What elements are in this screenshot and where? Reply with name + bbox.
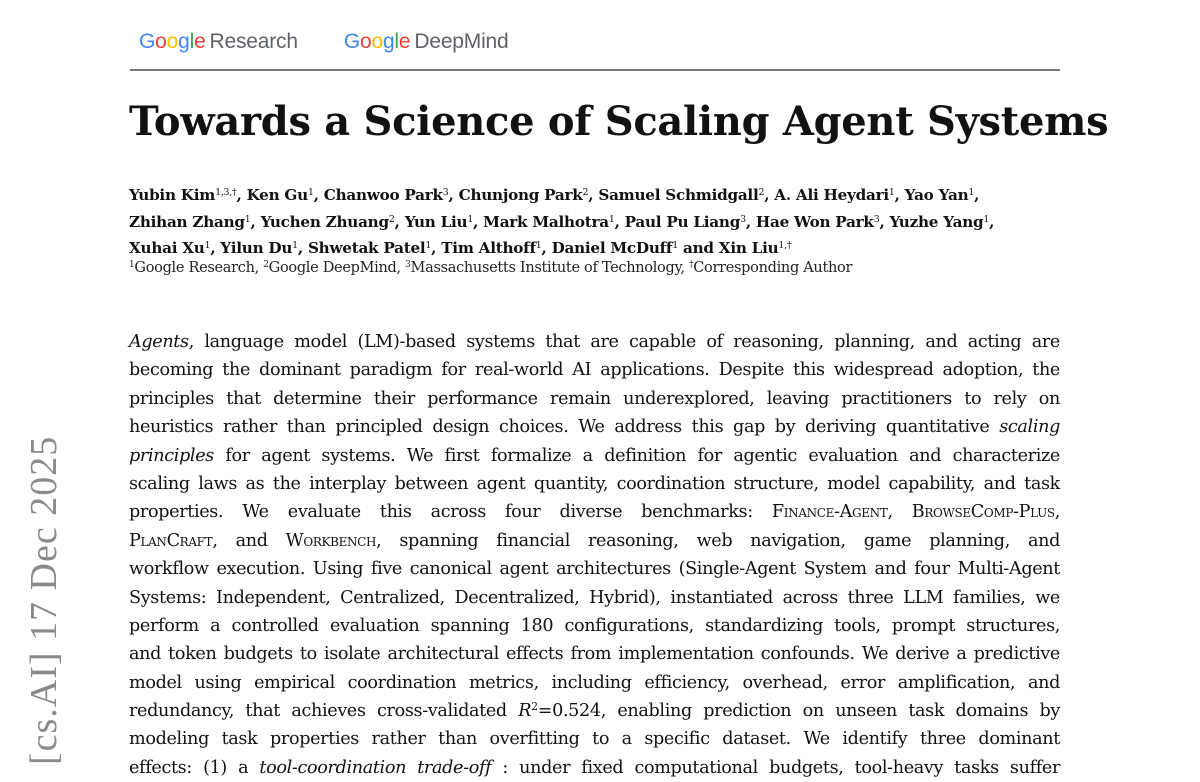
abstract-line: [129, 328, 1060, 356]
affiliation-text: Google Research,: [134, 260, 264, 276]
abstract-text: heuristics rather than principled design choices. We address this gap by deriving quantitative: [129, 417, 1000, 438]
abstract-line: [129, 527, 1060, 555]
author-affiliation-mark: 1: [983, 213, 990, 225]
author-affiliation-mark: 1,†: [778, 239, 792, 251]
google-deepmind-logo: [344, 30, 509, 54]
author-line-2: [129, 209, 1049, 236]
author-name: Yubin Kim: [129, 186, 216, 204]
author-affiliation-mark: 1: [292, 239, 298, 251]
author-name: Yao Yan: [904, 186, 969, 204]
affiliation-mark: †: [689, 260, 694, 271]
author-name: Chanwoo Park: [323, 186, 443, 204]
author-affiliation-mark: 1: [888, 186, 895, 198]
logo-suffix-research: Research: [209, 30, 298, 53]
author-name: Tim Althoff: [441, 239, 536, 257]
author-separator: ,: [974, 186, 980, 204]
author-affiliation-mark: 1: [425, 239, 432, 251]
author-separator: ,: [614, 212, 625, 231]
author-separator: ,: [745, 212, 756, 231]
author-name: Ken Gu: [246, 186, 308, 204]
emphasis-text: scaling: [999, 417, 1060, 438]
affiliation-mark: 1: [129, 260, 135, 271]
author-name: Hae Won Park: [755, 212, 874, 231]
google-wordmark: [344, 30, 411, 54]
abstract-text: and token budgets to isolate architectural effects from implementation confounds. We derive a predictive: [129, 644, 1060, 665]
author-affiliation-mark: 1: [608, 213, 615, 225]
abstract-text: , and: [212, 530, 286, 551]
paper-title: Towards a Science of Scaling Agent Systems: [129, 98, 1109, 145]
benchmark-name: Finance-Agent: [771, 502, 888, 523]
author-separator: ,: [313, 186, 324, 204]
author-list: [129, 182, 1049, 262]
affiliations: [129, 260, 852, 276]
benchmark-name: Workbench: [285, 530, 377, 551]
author-affiliation-mark: 3: [442, 186, 449, 198]
author-name: Yuchen Zhuang: [260, 212, 389, 231]
abstract-line: [129, 612, 1060, 640]
author-line-3: [129, 235, 1049, 262]
emphasis-text: Agents: [129, 332, 189, 352]
affiliation-text: Massachusetts Institute of Technology,: [410, 260, 690, 276]
brand-letter: G: [139, 30, 156, 53]
abstract-text: scaling laws as the interplay between agent quantity, coordination structure, model capability, and task: [129, 473, 1060, 494]
brand-letter: e: [398, 30, 411, 53]
author-affiliation-mark: 1,3,†: [215, 186, 237, 198]
abstract-text: model using empirical coordination metrics, including efficiency, overhead, error amplification, and: [129, 672, 1060, 693]
brand-letter: l: [394, 30, 399, 53]
abstract-text: Systems: Independent, Centralized, Decentralized, Hybrid), instantiated across three LLM families, we: [129, 587, 1060, 608]
abstract-text: , spanning financial reasoning, web navigation, game planning, and: [376, 530, 1060, 551]
abstract-line: [129, 697, 1060, 725]
abstract-line: [129, 555, 1060, 583]
abstract-text: =0.524, enabling prediction on unseen task domains by: [537, 701, 1061, 722]
header-divider: [130, 69, 1060, 71]
abstract-text: properties. We evaluate this across four diverse benchmarks:: [129, 502, 772, 523]
author-line-1: [129, 182, 1049, 209]
brand-letter: o: [371, 30, 383, 53]
brand-letter: o: [155, 30, 167, 53]
google-research-logo: [139, 30, 298, 54]
abstract-line: [129, 413, 1060, 441]
affiliation-text: Corresponding Author: [693, 260, 853, 276]
abstract-line: [129, 470, 1060, 498]
emphasis-text: tool-coordination trade-off: [259, 757, 492, 778]
author-affiliation-mark: 1: [535, 239, 542, 251]
author-separator: ,: [473, 212, 484, 231]
brand-letter: G: [343, 30, 360, 53]
abstract-line: [129, 725, 1060, 753]
author-separator: ,: [541, 239, 552, 257]
abstract-text: becoming the dominant paradigm for real-world AI applications. Despite this widespread adoption, the: [129, 360, 1060, 381]
author-affiliation-mark: 1: [307, 186, 314, 198]
author-affiliation-mark: 1: [204, 239, 211, 251]
abstract-text: effects: (1) a: [129, 757, 260, 778]
benchmark-name: PlanCraft: [129, 530, 213, 551]
author-separator: ,: [236, 186, 247, 204]
header-logos: [139, 30, 509, 54]
abstract-text: workflow execution. Using five canonical agent architectures (Single-Agent System and four Multi-Agent: [129, 559, 1060, 580]
emphasis-text: principles: [129, 445, 214, 466]
brand-letter: o: [359, 30, 372, 53]
author-separator: ,: [297, 239, 308, 257]
author-name: Paul Pu Liang: [624, 212, 741, 231]
brand-letter: o: [166, 30, 179, 53]
affiliation-text: Google DeepMind,: [268, 260, 406, 276]
author-affiliation-mark: 2: [758, 186, 765, 198]
author-separator: ,: [431, 239, 442, 257]
author-name: A. Ali Heydari: [774, 186, 889, 204]
author-affiliation-mark: 1: [968, 186, 975, 198]
abstract-line: [129, 669, 1060, 697]
brand-letter: g: [382, 30, 395, 53]
author-separator: ,: [588, 186, 599, 204]
brand-letter: e: [194, 30, 206, 53]
abstract-text: for agent systems. We first formalize a definition for agentic evaluation and characterize: [213, 445, 1060, 466]
abstract: [129, 328, 1060, 782]
abstract-line: [129, 356, 1060, 384]
emphasis-text: R: [518, 701, 532, 722]
author-affiliation-mark: 1: [467, 213, 474, 225]
abstract-text: : under fixed computational budgets, tool-heavy tasks suffer: [491, 757, 1061, 778]
author-separator: ,: [989, 212, 995, 231]
brand-letter: l: [189, 30, 195, 53]
author-name: Zhihan Zhang: [129, 212, 245, 231]
abstract-text: ,: [1054, 502, 1060, 523]
author-affiliation-mark: 2: [582, 186, 589, 198]
author-name: Samuel Schmidgall: [598, 186, 759, 204]
author-name: Mark Malhotra: [483, 212, 609, 231]
author-separator: ,: [894, 186, 905, 204]
author-separator: ,: [210, 239, 221, 257]
author-affiliation-mark: 3: [873, 213, 880, 225]
author-separator: ,: [250, 212, 261, 231]
arxiv-side-stamp: [cs.AI] 17 Dec 2025: [23, 435, 65, 765]
author-separator: ,: [394, 212, 405, 231]
author-separator: ,: [879, 212, 890, 231]
abstract-line: [129, 442, 1060, 470]
affiliation-mark: 2: [263, 260, 269, 271]
author-name: Shwetak Patel: [307, 239, 426, 257]
logo-suffix-deepmind: DeepMind: [414, 30, 509, 53]
author-name: Yun Liu: [404, 212, 468, 231]
author-name: Daniel McDuff: [551, 239, 673, 257]
abstract-text: , language model (LM)-based systems that are capable of reasoning, planning, and acting are: [188, 332, 1060, 352]
author-affiliation-mark: 2: [388, 213, 395, 225]
author-name: Xin Liu: [718, 239, 779, 257]
google-wordmark: [139, 30, 206, 54]
author-affiliation-mark: 1: [244, 213, 251, 225]
author-affiliation-mark: 3: [740, 213, 746, 225]
author-name: Yuzhe Yang: [889, 212, 984, 231]
abstract-text: perform a controlled evaluation spanning 180 configurations, standardizing tools, prompt structures,: [129, 615, 1060, 636]
brand-letter: g: [178, 30, 190, 53]
author-separator: ,: [448, 186, 459, 204]
author-affiliation-mark: 1: [672, 239, 678, 251]
abstract-text: 2: [531, 700, 538, 714]
abstract-text: principles that determine their performance remain underexplored, leaving practitioners to rely on: [129, 388, 1060, 409]
abstract-text: redundancy, that achieves cross-validated: [129, 701, 519, 722]
affiliation-mark: 3: [405, 260, 411, 271]
abstract-text: modeling task properties rather than overfitting to a specific dataset. We identify three dominant: [129, 729, 1060, 750]
benchmark-name: BrowseComp-Plus: [911, 502, 1055, 523]
author-name: Chunjong Park: [458, 186, 583, 204]
author-name: Yilun Du: [220, 239, 293, 257]
abstract-text: ,: [887, 502, 912, 523]
author-separator: ,: [764, 186, 775, 204]
abstract-line: [129, 584, 1060, 612]
abstract-line: [129, 640, 1060, 668]
author-name: Xuhai Xu: [129, 239, 205, 257]
abstract-line: [129, 498, 1060, 526]
author-separator: and: [677, 239, 719, 257]
abstract-line: [129, 385, 1060, 413]
